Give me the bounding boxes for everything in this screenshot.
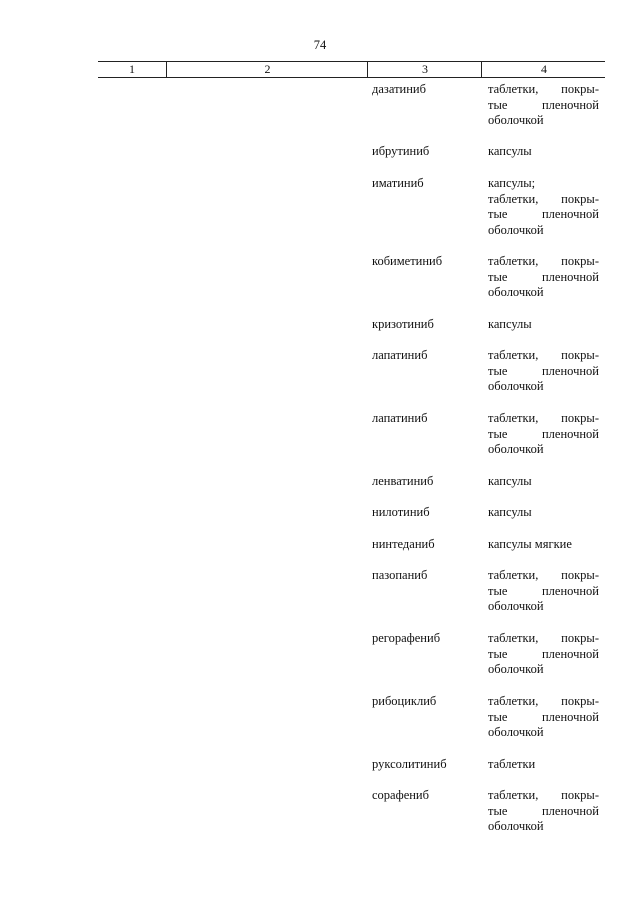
dosage-form-line: [488, 537, 599, 553]
dosage-form-word: капсулы мягкие: [488, 537, 572, 551]
drug-name: рибоциклиб: [372, 694, 437, 708]
dosage-form-word: тые: [488, 97, 508, 112]
dosage-form-line: [488, 285, 599, 301]
dosage-form-line: [488, 317, 599, 333]
dosage-form-word: оболочкой: [488, 222, 544, 237]
dosage-form-line: [488, 710, 599, 726]
dosage-form-word: оболочкой: [488, 725, 544, 740]
drug-name: нилотиниб: [372, 505, 430, 519]
drug-name: лапатиниб: [372, 348, 428, 362]
dosage-form: [488, 144, 599, 160]
dosage-form-word: покры-: [561, 694, 599, 708]
dosage-form-word: таблетки,: [488, 191, 539, 206]
dosage-form-word: покры-: [561, 568, 599, 582]
dosage-form: [488, 537, 599, 553]
header-cell-4: 4: [481, 62, 606, 77]
dosage-form-line: [488, 819, 599, 835]
dosage-form-word: покры-: [561, 348, 599, 362]
dosage-form-word: пленочной: [541, 97, 599, 112]
dosage-form-word: тые: [488, 646, 508, 661]
header-cell-3: 3: [367, 62, 482, 77]
dosage-form-line: [488, 223, 599, 239]
dosage-form-word: покры-: [561, 631, 599, 645]
dosage-form-line: [488, 568, 599, 584]
drug-name: ленватиниб: [372, 474, 434, 488]
page-number: 74: [313, 38, 327, 52]
dosage-form-line: [488, 474, 599, 490]
drug-name: кобиметиниб: [372, 254, 443, 268]
dosage-form-word: тые: [488, 426, 508, 441]
drug-name: дазатиниб: [372, 82, 426, 96]
dosage-form-line: [488, 98, 599, 114]
drug-name: сорафениб: [372, 788, 429, 802]
dosage-form: [488, 348, 599, 395]
dosage-form: [488, 254, 599, 301]
dosage-form-word: тые: [488, 363, 508, 378]
dosage-form-line: [488, 631, 599, 647]
dosage-form-word: таблетки,: [488, 411, 539, 425]
dosage-form-word: пленочной: [541, 207, 599, 222]
dosage-form-word: таблетки,: [488, 348, 539, 362]
dosage-form: [488, 694, 599, 741]
dosage-form-word: покры-: [561, 788, 599, 802]
header-cell-1: 1: [129, 62, 135, 76]
dosage-form-word: пленочной: [541, 803, 599, 818]
dosage-form-word: таблетки,: [488, 694, 539, 708]
dosage-form-word: оболочкой: [488, 819, 544, 834]
dosage-form-line: [488, 442, 599, 458]
dosage-form: [488, 568, 599, 615]
dosage-form: [488, 411, 599, 458]
dosage-form-line: [488, 144, 599, 160]
dosage-form-word: капсулы;: [488, 176, 536, 190]
dosage-form-line: [488, 364, 599, 380]
dosage-form-word: оболочкой: [488, 662, 544, 677]
dosage-form-word: капсулы: [488, 505, 532, 519]
dosage-form-line: [488, 82, 599, 98]
dosage-form-line: [488, 599, 599, 615]
dosage-form-line: [488, 757, 599, 773]
drug-name: лапатиниб: [372, 411, 428, 425]
dosage-form-word: оболочкой: [488, 113, 544, 128]
dosage-form-word: оболочкой: [488, 379, 544, 394]
dosage-form-line: [488, 662, 599, 678]
dosage-form-word: пленочной: [541, 709, 599, 724]
dosage-form-line: [488, 694, 599, 710]
dosage-form-line: [488, 584, 599, 600]
dosage-form-word: пленочной: [541, 363, 599, 378]
dosage-form-word: таблетки: [488, 757, 536, 771]
dosage-form-word: покры-: [561, 411, 599, 425]
dosage-form-line: [488, 379, 599, 395]
dosage-form-word: пленочной: [541, 426, 599, 441]
dosage-form-word: покры-: [561, 82, 599, 96]
dosage-form-word: таблетки,: [488, 254, 539, 268]
dosage-form: [488, 788, 599, 835]
dosage-form-line: [488, 427, 599, 443]
dosage-form-word: оболочкой: [488, 442, 544, 457]
drug-name: ибрутиниб: [372, 144, 430, 158]
dosage-form-word: покры-: [561, 254, 599, 268]
dosage-form-line: [488, 207, 599, 223]
dosage-form-line: [488, 788, 599, 804]
dosage-form-word: таблетки,: [488, 568, 539, 582]
dosage-form-word: тые: [488, 709, 508, 724]
dosage-form: [488, 474, 599, 490]
dosage-form: [488, 631, 599, 678]
dosage-form-line: [488, 192, 599, 208]
dosage-form-word: таблетки,: [488, 631, 539, 645]
dosage-form: [488, 82, 599, 129]
drug-name: руксолитиниб: [372, 757, 447, 771]
dosage-form: [488, 505, 599, 521]
dosage-form-line: [488, 254, 599, 270]
dosage-form-line: [488, 505, 599, 521]
dosage-form-line: [488, 647, 599, 663]
dosage-form-word: тые: [488, 207, 508, 222]
dosage-form-word: капсулы: [488, 474, 532, 488]
dosage-form-line: [488, 270, 599, 286]
dosage-form-line: [488, 176, 599, 192]
drug-name: регорафениб: [372, 631, 441, 645]
drug-name: нинтеданиб: [372, 537, 435, 551]
dosage-form-word: капсулы: [488, 317, 532, 331]
dosage-form-word: тые: [488, 269, 508, 284]
dosage-form-word: таблетки,: [488, 82, 539, 96]
dosage-form-word: тые: [488, 803, 508, 818]
dosage-form-word: капсулы: [488, 144, 532, 158]
dosage-form: [488, 176, 599, 238]
drug-name: кризотиниб: [372, 317, 434, 331]
dosage-form-word: пленочной: [541, 269, 599, 284]
dosage-form-line: [488, 348, 599, 364]
drug-name: пазопаниб: [372, 568, 428, 582]
dosage-form-word: таблетки,: [488, 788, 539, 802]
drug-name: иматиниб: [372, 176, 424, 190]
dosage-form-line: [488, 725, 599, 741]
dosage-form-word: оболочкой: [488, 285, 544, 300]
dosage-form-line: [488, 411, 599, 427]
header-cell-2: 2: [166, 62, 368, 77]
dosage-form-line: [488, 804, 599, 820]
dosage-form-line: [488, 113, 599, 129]
dosage-form-word: оболочкой: [488, 599, 544, 614]
dosage-form-word: тые: [488, 583, 508, 598]
dosage-form: [488, 757, 599, 773]
dosage-form-word: пленочной: [541, 583, 599, 598]
dosage-form-word: покры-: [561, 191, 599, 206]
dosage-form-word: пленочной: [541, 646, 599, 661]
dosage-form: [488, 317, 599, 333]
